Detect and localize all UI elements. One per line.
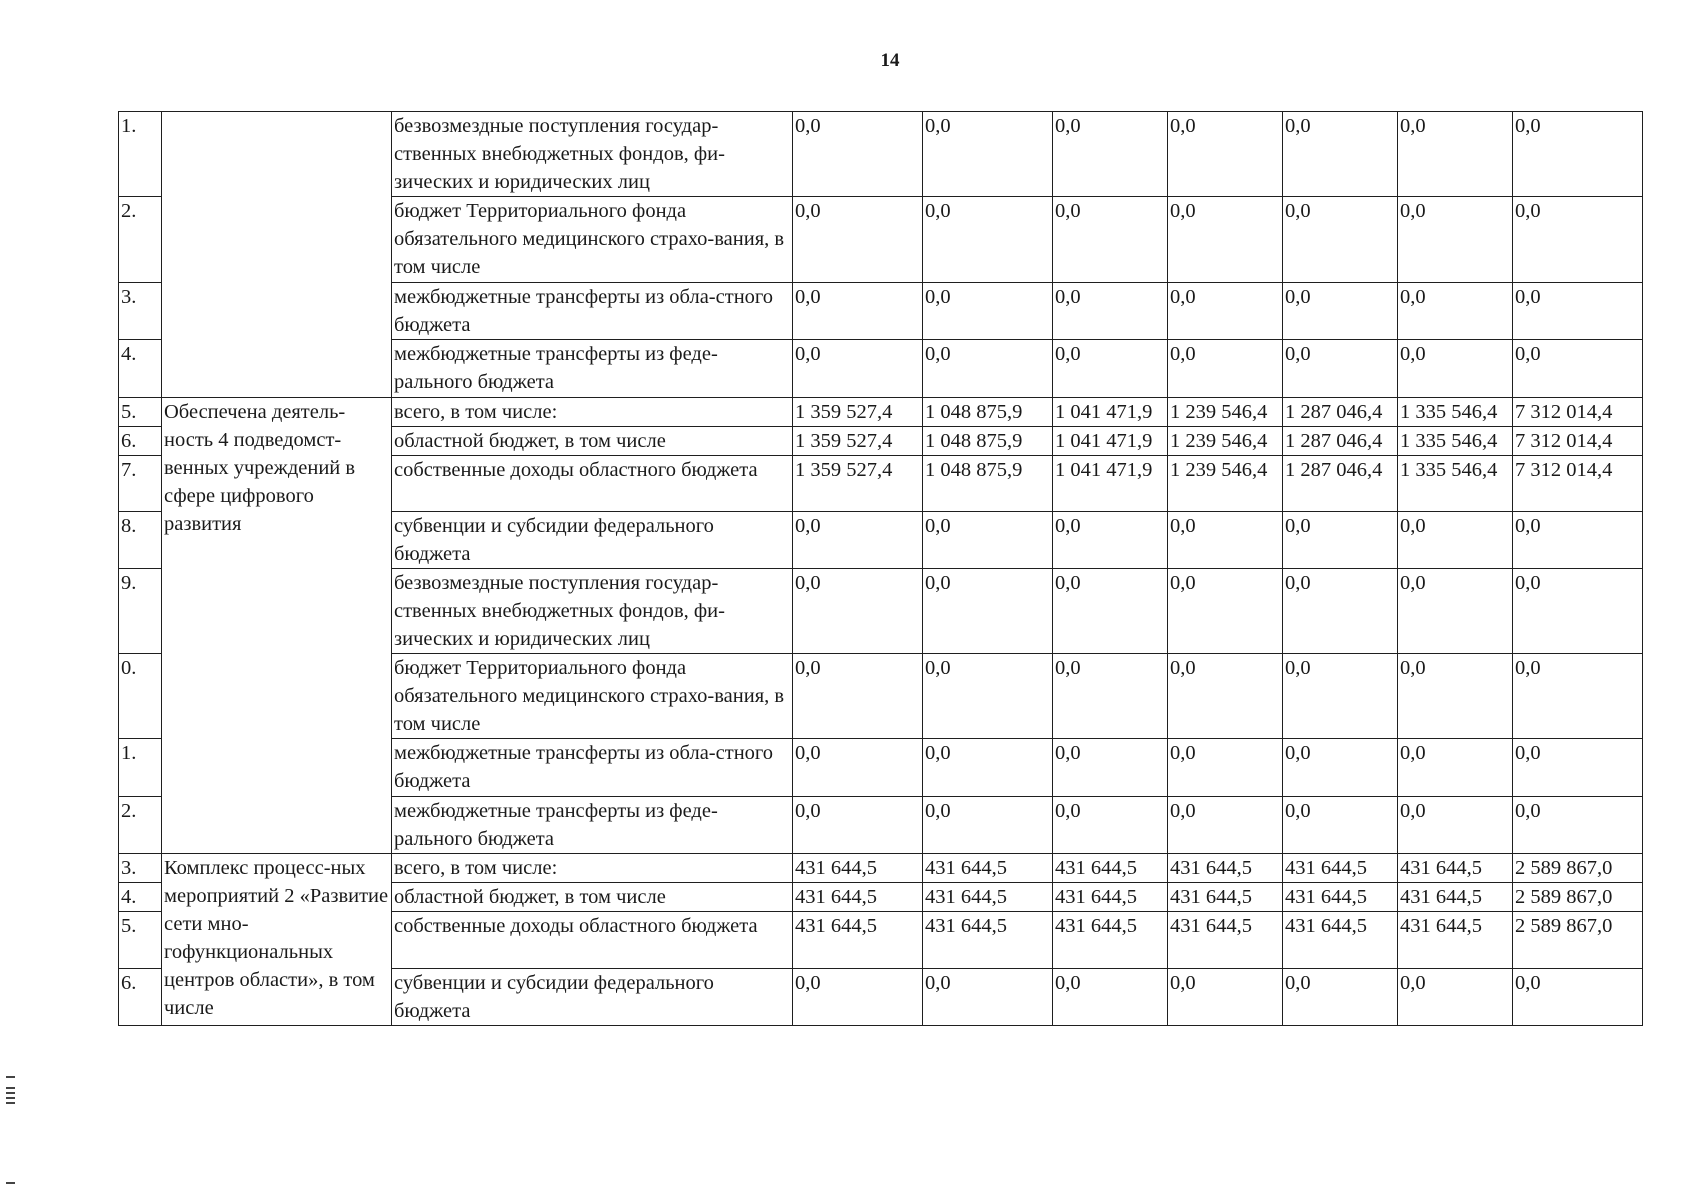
value-cell: 0,0: [793, 969, 923, 1026]
value-cell: 7 312 014,4: [1513, 398, 1643, 427]
page-number: 14: [880, 50, 900, 71]
value-cell: 1 335 546,4: [1398, 427, 1513, 456]
value-cell: 0,0: [923, 112, 1053, 197]
funding-source: всего, в том числе:: [392, 398, 793, 427]
row-number: 5.: [119, 398, 162, 427]
value-cell: 0,0: [1398, 197, 1513, 283]
value-cell: 0,0: [1283, 283, 1398, 340]
value-cell: 0,0: [1053, 654, 1168, 739]
value-cell: 0,0: [1283, 112, 1398, 197]
value-cell: 0,0: [1283, 340, 1398, 398]
value-cell: 0,0: [1513, 739, 1643, 797]
value-cell: 0,0: [793, 197, 923, 283]
funding-source: бюджет Территориального фонда обязательного медицинского страхо-вания, в том числе: [392, 197, 793, 283]
funding-source: собственные доходы областного бюджета: [392, 912, 793, 969]
value-cell: 0,0: [1168, 739, 1283, 797]
row-number: 2.: [119, 197, 162, 283]
value-cell: 0,0: [1398, 340, 1513, 398]
row-number: 6.: [119, 969, 162, 1026]
value-cell: 0,0: [923, 512, 1053, 569]
group-label: Комплекс процесс-ных мероприятий 2 «Развитие сети мно-гофункциональных центров области», в том числе: [162, 854, 392, 1026]
value-cell: 431 644,5: [1283, 883, 1398, 912]
value-cell: 0,0: [923, 197, 1053, 283]
value-cell: 0,0: [1053, 797, 1168, 854]
value-cell: 431 644,5: [1168, 912, 1283, 969]
value-cell: 0,0: [1513, 512, 1643, 569]
table-row: [119, 854, 1643, 883]
funding-source: безвозмездные поступления государ-ственных внебюджетных фондов, фи-зических и юридических лиц: [392, 112, 793, 197]
value-cell: 1 359 527,4: [793, 398, 923, 427]
funding-source: субвенции и субсидии федерального бюджета: [392, 969, 793, 1026]
table-row: [119, 112, 1643, 197]
value-cell: 0,0: [1283, 569, 1398, 654]
value-cell: 0,0: [1398, 739, 1513, 797]
value-cell: 0,0: [1283, 797, 1398, 854]
value-cell: 1 287 046,4: [1283, 398, 1398, 427]
value-cell: 0,0: [1513, 112, 1643, 197]
value-cell: 0,0: [793, 739, 923, 797]
value-cell: 0,0: [1168, 969, 1283, 1026]
funding-source: безвозмездные поступления государ-ственных внебюджетных фондов, фи-зических и юридических лиц: [392, 569, 793, 654]
value-cell: 0,0: [1053, 112, 1168, 197]
value-cell: 0,0: [1053, 197, 1168, 283]
row-number: 3.: [119, 854, 162, 883]
value-cell: 0,0: [1168, 340, 1283, 398]
value-cell: 431 644,5: [1168, 883, 1283, 912]
row-number: 4.: [119, 340, 162, 398]
value-cell: 0,0: [923, 739, 1053, 797]
funding-source: бюджет Территориального фонда обязательного медицинского страхо-вания, в том числе: [392, 654, 793, 739]
value-cell: 0,0: [923, 283, 1053, 340]
funding-source: межбюджетные трансферты из обла-стного бюджета: [392, 283, 793, 340]
value-cell: 0,0: [1168, 512, 1283, 569]
value-cell: 0,0: [1398, 283, 1513, 340]
row-number: 4.: [119, 883, 162, 912]
value-cell: 431 644,5: [793, 883, 923, 912]
value-cell: 431 644,5: [1283, 912, 1398, 969]
value-cell: 1 359 527,4: [793, 427, 923, 456]
row-number: 6.: [119, 427, 162, 456]
value-cell: 7 312 014,4: [1513, 456, 1643, 512]
value-cell: 0,0: [1513, 654, 1643, 739]
row-number: 1.: [119, 112, 162, 197]
value-cell: 1 239 546,4: [1168, 456, 1283, 512]
value-cell: 0,0: [923, 569, 1053, 654]
value-cell: 0,0: [1398, 654, 1513, 739]
value-cell: 0,0: [1513, 283, 1643, 340]
value-cell: 1 287 046,4: [1283, 427, 1398, 456]
value-cell: 0,0: [1283, 197, 1398, 283]
funding-source: собственные доходы областного бюджета: [392, 456, 793, 512]
value-cell: 0,0: [1053, 340, 1168, 398]
value-cell: 431 644,5: [793, 912, 923, 969]
value-cell: 0,0: [1513, 969, 1643, 1026]
value-cell: 1 048 875,9: [923, 427, 1053, 456]
funding-source: межбюджетные трансферты из феде-рального бюджета: [392, 797, 793, 854]
value-cell: 0,0: [923, 654, 1053, 739]
value-cell: 1 239 546,4: [1168, 398, 1283, 427]
value-cell: 431 644,5: [923, 883, 1053, 912]
value-cell: 0,0: [1398, 569, 1513, 654]
value-cell: 0,0: [1513, 340, 1643, 398]
value-cell: 0,0: [1283, 739, 1398, 797]
value-cell: 1 041 471,9: [1053, 456, 1168, 512]
value-cell: 0,0: [923, 969, 1053, 1026]
value-cell: 0,0: [1168, 654, 1283, 739]
value-cell: 431 644,5: [1283, 854, 1398, 883]
value-cell: 0,0: [1053, 969, 1168, 1026]
funding-source: межбюджетные трансферты из обла-стного бюджета: [392, 739, 793, 797]
value-cell: 431 644,5: [923, 854, 1053, 883]
value-cell: 0,0: [1053, 283, 1168, 340]
funding-source: всего, в том числе:: [392, 854, 793, 883]
value-cell: 0,0: [1168, 197, 1283, 283]
value-cell: 431 644,5: [1398, 883, 1513, 912]
value-cell: 0,0: [923, 340, 1053, 398]
row-number: 1.: [119, 739, 162, 797]
value-cell: 0,0: [1398, 797, 1513, 854]
value-cell: 0,0: [923, 797, 1053, 854]
value-cell: 0,0: [1398, 112, 1513, 197]
value-cell: 2 589 867,0: [1513, 883, 1643, 912]
value-cell: 431 644,5: [1053, 912, 1168, 969]
value-cell: 431 644,5: [923, 912, 1053, 969]
row-number: 5.: [119, 912, 162, 969]
value-cell: 0,0: [793, 797, 923, 854]
funding-source: межбюджетные трансферты из феде-рального бюджета: [392, 340, 793, 398]
value-cell: 2 589 867,0: [1513, 854, 1643, 883]
group-label: Обеспечена деятель-ность 4 подведомст-венных учреждений в сфере цифрового развития: [162, 398, 392, 854]
value-cell: 0,0: [1168, 569, 1283, 654]
value-cell: 0,0: [1168, 283, 1283, 340]
row-number: 7.: [119, 456, 162, 512]
value-cell: 1 048 875,9: [923, 398, 1053, 427]
value-cell: 1 048 875,9: [923, 456, 1053, 512]
value-cell: 0,0: [793, 283, 923, 340]
row-number: 2.: [119, 797, 162, 854]
value-cell: 431 644,5: [1398, 912, 1513, 969]
value-cell: 431 644,5: [1168, 854, 1283, 883]
funding-source: областной бюджет, в том числе: [392, 883, 793, 912]
value-cell: 0,0: [793, 512, 923, 569]
group-label: [162, 112, 392, 398]
value-cell: 0,0: [793, 569, 923, 654]
value-cell: 0,0: [793, 340, 923, 398]
value-cell: 0,0: [1513, 569, 1643, 654]
funding-source: областной бюджет, в том числе: [392, 427, 793, 456]
value-cell: 0,0: [1283, 512, 1398, 569]
value-cell: 1 041 471,9: [1053, 427, 1168, 456]
table-row: [119, 398, 1643, 427]
value-cell: 0,0: [1398, 512, 1513, 569]
funding-source: субвенции и субсидии федерального бюджета: [392, 512, 793, 569]
value-cell: 1 041 471,9: [1053, 398, 1168, 427]
value-cell: 1 359 527,4: [793, 456, 923, 512]
value-cell: 0,0: [1053, 512, 1168, 569]
value-cell: 0,0: [1283, 654, 1398, 739]
row-number: 3.: [119, 283, 162, 340]
value-cell: 7 312 014,4: [1513, 427, 1643, 456]
value-cell: 0,0: [1398, 969, 1513, 1026]
value-cell: 0,0: [793, 654, 923, 739]
row-number: 0.: [119, 654, 162, 739]
value-cell: 0,0: [1168, 797, 1283, 854]
value-cell: 1 335 546,4: [1398, 456, 1513, 512]
value-cell: 0,0: [1053, 739, 1168, 797]
value-cell: 1 239 546,4: [1168, 427, 1283, 456]
budget-table: [118, 111, 1643, 1026]
value-cell: 0,0: [1168, 112, 1283, 197]
value-cell: 431 644,5: [1053, 854, 1168, 883]
value-cell: 1 335 546,4: [1398, 398, 1513, 427]
row-number: 9.: [119, 569, 162, 654]
budget-table-body: [119, 112, 1643, 1026]
value-cell: 2 589 867,0: [1513, 912, 1643, 969]
value-cell: 0,0: [1053, 569, 1168, 654]
value-cell: 431 644,5: [1398, 854, 1513, 883]
value-cell: 431 644,5: [1053, 883, 1168, 912]
value-cell: 0,0: [793, 112, 923, 197]
value-cell: 0,0: [1283, 969, 1398, 1026]
row-number: 8.: [119, 512, 162, 569]
value-cell: 431 644,5: [793, 854, 923, 883]
value-cell: 0,0: [1513, 197, 1643, 283]
value-cell: 0,0: [1513, 797, 1643, 854]
value-cell: 1 287 046,4: [1283, 456, 1398, 512]
